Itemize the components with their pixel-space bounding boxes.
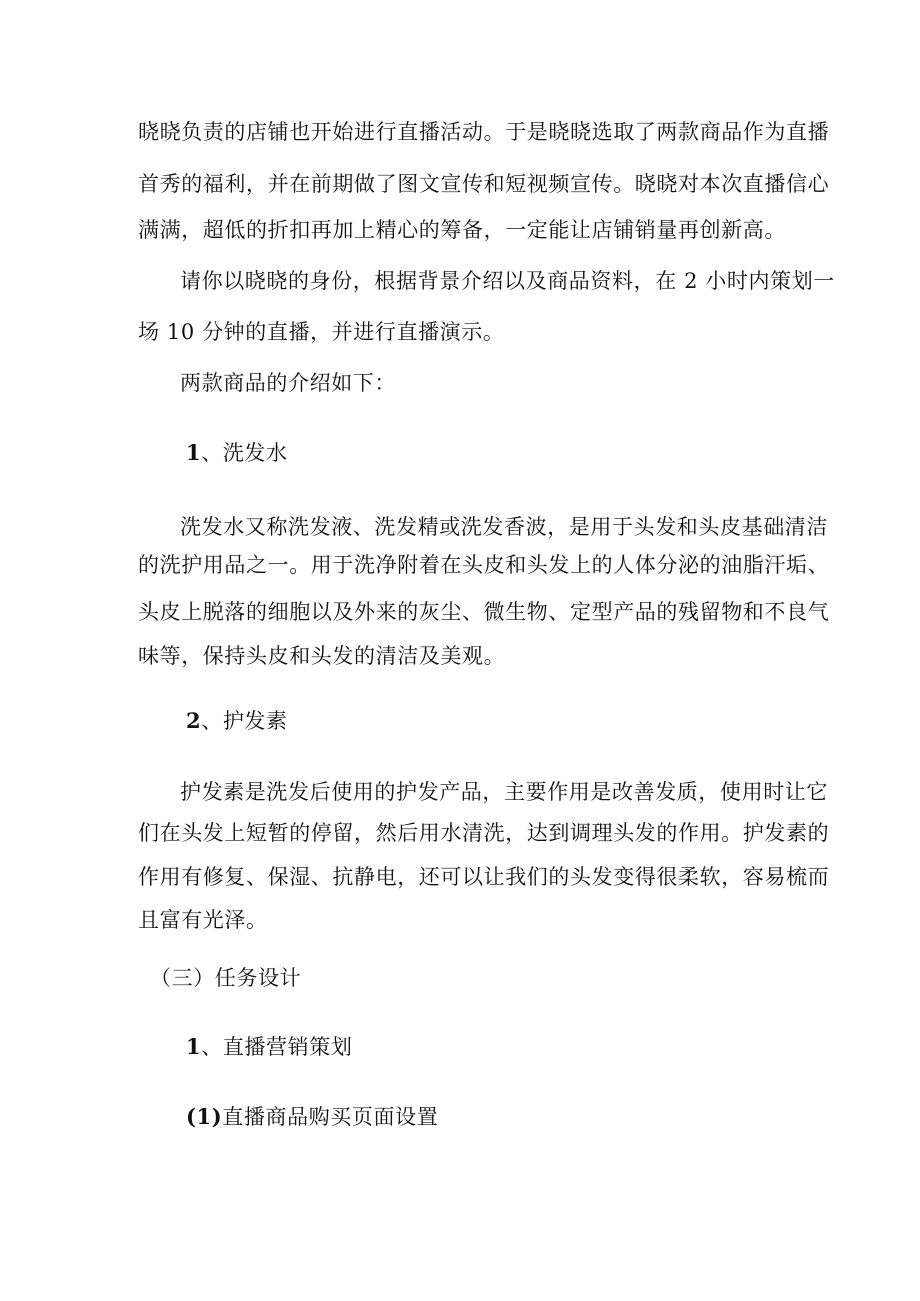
subsection-1-heading — [186, 1032, 352, 1062]
product-1-heading — [186, 438, 288, 468]
product-1-line-4: 味等，保持头皮和头发的清洁及美观。 — [138, 644, 506, 668]
product-2-line-4: 且富有光泽。 — [138, 908, 268, 932]
subsection-1-number: 1 — [186, 1034, 202, 1059]
products-intro: 两款商品的介绍如下： — [180, 371, 396, 395]
section-3-title: （三）任务设计 — [150, 966, 302, 990]
product-1-line-2: 的洗护用品之一。用于洗净附着在头皮和头发上的人体分泌的油脂汗垢、 — [138, 553, 830, 577]
product-2-line-1: 护发素是洗发后使用的护发产品，主要作用是改善发质，使用时让它 — [180, 780, 828, 804]
intro-line-3: 满满，超低的折扣再加上精心的筹备，一定能让店铺销量再创新高。 — [138, 218, 786, 242]
product-1-number: 1 — [186, 440, 202, 465]
product-2-heading — [186, 706, 288, 736]
product-1-line-3: 头皮上脱落的细胞以及外来的灰尘、微生物、定型产品的残留物和不良气 — [138, 600, 830, 624]
product-2-number: 2 — [186, 708, 202, 733]
task-line-2: 场 10 分钟的直播，并进行直播演示。 — [138, 320, 505, 344]
task-line-1: 请你以晓晓的身份，根据背景介绍以及商品资料，在 2 小时内策划一 — [180, 269, 835, 293]
item-1-number: (1) — [186, 1104, 223, 1129]
intro-line-1: 晓晓负责的店铺也开始进行直播活动。于是晓晓选取了两款商品作为直播 — [138, 120, 830, 144]
product-2-line-3: 作用有修复、保湿、抗静电，还可以让我们的头发变得很柔软，容易梳而 — [138, 865, 830, 889]
intro-line-2: 首秀的福利，并在前期做了图文宣传和短视频宣传。晓晓对本次直播信心 — [138, 172, 830, 196]
item-1-title: 直播商品购买页面设置 — [222, 1105, 439, 1129]
product-2-line-2: 们在头发上短暂的停留，然后用水清洗，达到调理头发的作用。护发素的 — [138, 821, 830, 845]
product-1-line-1: 洗发水又称洗发液、洗发精或洗发香波，是用于头发和头皮基础清洁 — [180, 515, 828, 539]
product-2-title: 、护发素 — [201, 709, 288, 733]
product-1-title: 、洗发水 — [201, 441, 288, 465]
item-1-heading — [186, 1102, 438, 1132]
subsection-1-title: 、直播营销策划 — [201, 1035, 353, 1059]
